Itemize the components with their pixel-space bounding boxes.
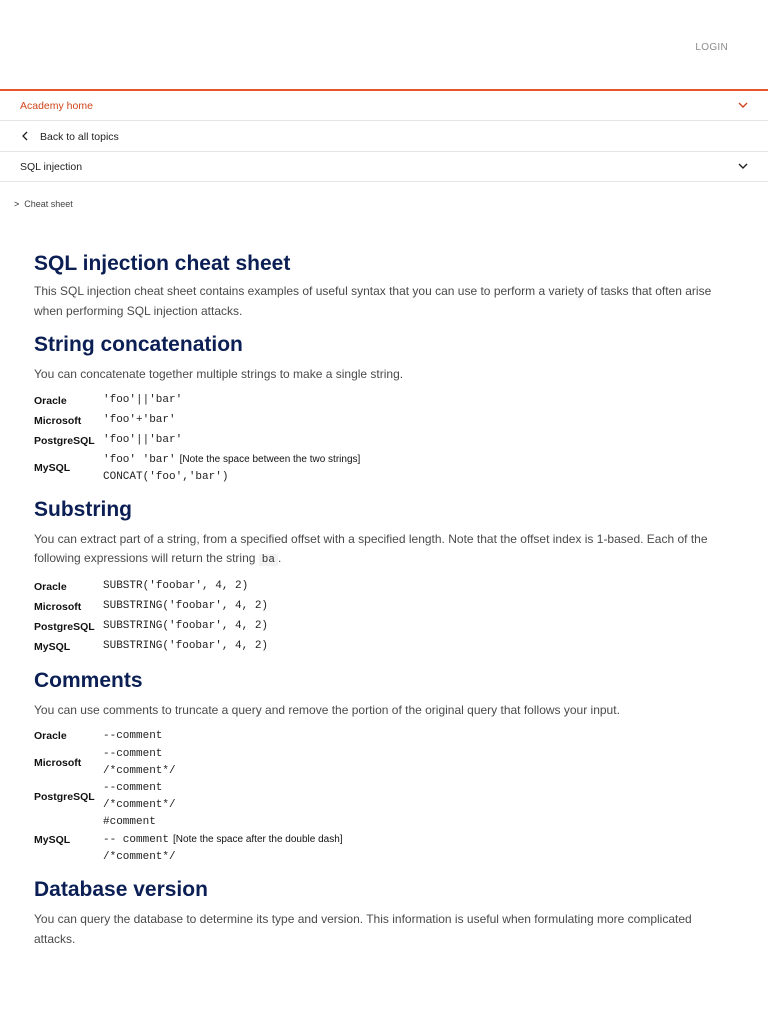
db-name: Oracle [34, 394, 67, 407]
section-desc-database-version: You can query the database to determine its type and version. This information is useful when formulating more complicated attacks. [34, 912, 692, 946]
intro-text: This SQL injection cheat sheet contains examples of useful syntax that you can use to perform a variety of tasks that often arise when performing SQL injection attacks. [34, 284, 712, 318]
code-example: SUBSTR('foobar', 4, 2) [103, 580, 249, 592]
code-example-group [103, 746, 343, 780]
code-example: SUBSTRING('foobar', 4, 2) [103, 640, 269, 652]
section-heading-comments: Comments [34, 668, 143, 692]
code-example: SUBSTRING('foobar', 4, 2) [103, 620, 269, 632]
code-example-group [103, 780, 343, 814]
code-example: /*comment*/ [103, 765, 176, 777]
table-row [34, 577, 268, 597]
db-name: Microsoft [34, 757, 82, 769]
code-example: 'foo'+'bar' [103, 414, 176, 426]
table-row [34, 411, 360, 431]
academy-home-menu[interactable] [0, 91, 768, 121]
db-name: PostgreSQL [34, 434, 95, 447]
login-link[interactable]: LOGIN [695, 42, 728, 53]
db-name: Microsoft [34, 414, 82, 427]
code-example: 'foo'||'bar' [103, 434, 183, 446]
chevron-down-icon [738, 161, 748, 171]
back-to-topics-label: Back to all topics [40, 131, 119, 143]
section-desc-comments: You can use comments to truncate a query and remove the portion of the original query that follows your input. [34, 702, 620, 717]
table-row [34, 431, 360, 451]
breadcrumb-current[interactable]: Cheat sheet [24, 199, 73, 209]
chevron-left-icon [20, 130, 30, 142]
breadcrumb-separator: > [14, 199, 20, 209]
code-example: SUBSTRING('foobar', 4, 2) [103, 600, 269, 612]
db-name: PostgreSQL [34, 791, 95, 803]
db-name: Oracle [34, 580, 67, 593]
code-example: --comment [103, 729, 163, 742]
article [34, 250, 728, 955]
page-title: SQL injection cheat sheet [34, 252, 291, 275]
db-name: PostgreSQL [34, 620, 95, 633]
topic-menu-sql-injection[interactable] [0, 152, 768, 182]
top-header [0, 0, 768, 91]
section-heading-concatenation: String concatenation [34, 333, 243, 356]
table-row [34, 617, 268, 637]
table-row [34, 814, 343, 866]
table-row [34, 780, 343, 814]
code-example: --comment [103, 748, 163, 760]
db-name: Oracle [34, 730, 67, 742]
breadcrumb [14, 199, 73, 209]
code-note: [Note the space after the double dash] [173, 834, 343, 845]
db-name: MySQL [34, 834, 71, 846]
table-row [34, 637, 268, 657]
table-row [34, 597, 268, 617]
concatenation-table [34, 391, 360, 486]
code-note: [Note the space between the two strings] [179, 453, 361, 465]
section-desc-concatenation: You can concatenate together multiple strings to make a single string. [34, 367, 404, 381]
table-row [34, 726, 343, 746]
inline-code: ba [259, 554, 278, 566]
code-example: 'foo'||'bar' [103, 394, 183, 406]
code-example: 'foo' 'bar' [103, 453, 176, 466]
code-example: /*comment*/ [103, 799, 176, 811]
db-name: MySQL [34, 462, 71, 474]
code-example-group [103, 451, 360, 486]
back-to-topics-link[interactable] [0, 122, 768, 152]
table-row [34, 391, 360, 411]
topic-label: SQL injection [20, 161, 83, 173]
db-name: Microsoft [34, 600, 82, 613]
comments-table [34, 726, 343, 866]
academy-home-label: Academy home [20, 100, 93, 112]
chevron-down-icon [738, 100, 748, 110]
table-row [34, 451, 360, 486]
section-heading-database-version: Database version [34, 878, 208, 901]
code-example: #comment [103, 816, 156, 828]
section-heading-substring: Substring [34, 497, 132, 521]
code-example: -- comment [103, 834, 170, 846]
code-example: CONCAT('foo','bar') [103, 470, 229, 483]
substring-table [34, 577, 268, 657]
section-desc-substring: You can extract part of a string, from a specified offset with a specified length. Note that the offset index is 1-based. Each of the following expressions will return the string ba . [34, 531, 708, 566]
code-example-group [103, 814, 343, 866]
code-example: --comment [103, 782, 163, 794]
table-row [34, 746, 343, 780]
db-name: MySQL [34, 640, 71, 653]
code-example: /*comment*/ [103, 851, 176, 863]
